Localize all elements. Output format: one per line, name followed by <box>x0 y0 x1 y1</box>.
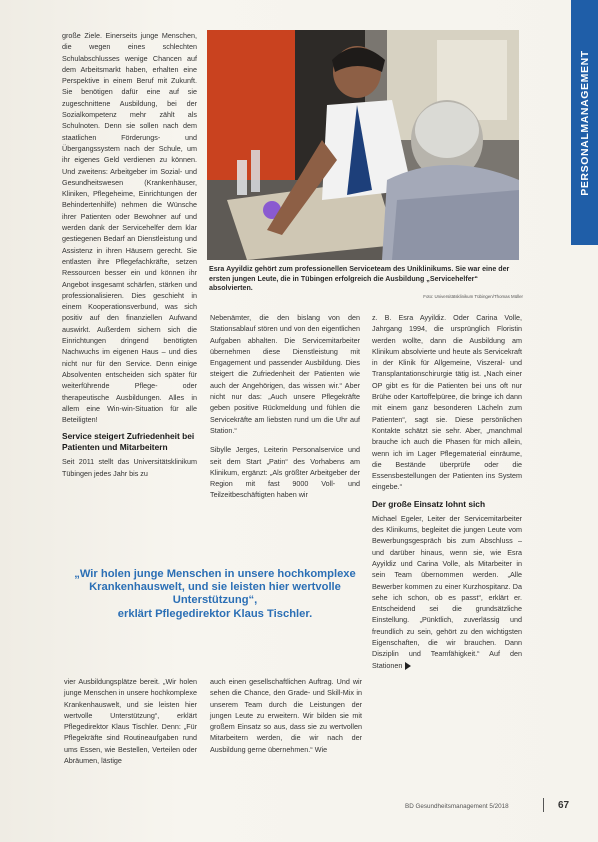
section-heading: Service steigert Zufriedenheit bei Patienten und Mitarbeitern <box>62 431 195 453</box>
article-photo <box>207 30 519 260</box>
body-paragraph: große Ziele. Einerseits junge Menschen, die wegen eines schlechten Schulabschlusses wenige Chancen auf dem Arbeitsmarkt haben, erhalten eine Perspektive in einem Beruf mit Zukunft. Sie benötigen dafür eine auf sie zugeschnittene Ausbildung, bei der Sozialkompetenz mehr zählt als Schulnoten. Denn sie sollen nach dem staatlichen Förderungs- und Übergangssystem nach der Schule, um ihr eigenes Geld verdienen zu können. Und zweitens: Arbeitgeber im Sozial- und Gesundheitswesen (Krankenhäuser, Kliniken, Pflegeheime, Einrichtungen der Behindertenhilfe) nehmen die Wünsche ihrer Patienten oder Bewohner auf und werden dank der Servicehelfer dem klar gestiegenen Bedarf an Dienstleistung und Assistenz in ihren Häusern gerecht. Sie entlasten ihre Pflegefachkräfte, setzen Ressourcen besser ein und können ihr Angebot insgesamt schärfen, stärken und professionalisieren. Dies geschieht in einem Kooperationsverbund, was sich positiv auf den finanziellen Aufwand auswirkt. Außerdem sichern sich die Einrichtungen dringend benötigten Nachwuchs im eigenen Haus – und dies nicht nur für den Service. Denn einige Absolventen entscheiden sich später für weiterführende Pflege- oder therapeutische Ausbildungen. Alles in allem eine Win-win-Situation für alle Beteiligten! <box>62 31 197 425</box>
section-heading: Der große Einsatz lohnt sich <box>372 498 486 509</box>
column-2-lower <box>210 676 362 755</box>
page-number: 67 <box>558 800 570 811</box>
body-paragraph: Nebenämter, die den bislang von den Stationsablauf stören und von den eigentlichen Aufgaben abhalten. Die Servicemitarbeiter übernehmen diese Dienstleistung mit Engagement und passender Ausbildung. Dies steigert die Zufriedenheit der Patienten wie auch der Angehörigen, das wissen wir.“ Aber nicht nur das: „Auch unsere Pflegekräfte geben positive Rückmeldung und fühlen die Servicekräfte am liebsten rund um die Uhr auf Station.“ <box>210 313 360 435</box>
body-paragraph: Sibylle Jerges, Leiterin Personalservice und seit dem Start „Patin“ des Vorhabens am Klinikum, ergänzt: „Als größter Arbeitgeber der Region mit fast 9000 Voll- und Teilzeitbeschäftigten haben wir <box>210 445 360 500</box>
column-1 <box>62 30 197 479</box>
continue-arrow-icon <box>405 662 411 670</box>
footer-separator <box>543 798 544 812</box>
footer-source: BD Gesundheitsmanagement 5/2018 <box>405 803 509 810</box>
pull-quote <box>70 568 360 621</box>
photo-illustration <box>207 30 519 260</box>
pull-quote-text: „Wir holen junge Menschen in unsere hochkomplexe Krankenhauswelt, und sie leisten hier wertvolle Unterstützung“, <box>74 568 356 607</box>
body-paragraph: Seit 2011 stellt das Universitätsklinikum Tübingen jedes Jahr bis zu <box>62 457 197 478</box>
body-paragraph: z. B. Esra Ayyildiz. Oder Carina Volle, Jahrgang 1994, die ursprünglich Floristin werden wollte, dann die Ausbildung am Klinikum absolvierte und heute als Servicekraft in der Klinik für Allgemeine, Viszeral- und Transplantationschirurgie tätig ist. „Nach einer OP gibt es für die Patienten bei uns oft nur Brühe oder Kartoffelpüree, die bringe ich dann mit einem ganz besonderen Lächeln zum Patienten“, sagt sie. Diese persönlichen Kontakte schätzt sie sehr. Aber, „manchmal brauche ich auch die Phasen für mich allein, wenn ich im Lager Pflegematerial einräume, die Bestände überprüfe oder die Essensbestellungen der Patienten ins System eingebe.“ <box>372 313 522 492</box>
column-1-lower <box>64 676 197 766</box>
section-tab-label: PERSONALMANAGEMENT <box>578 49 591 196</box>
body-paragraph: vier Ausbildungsplätze bereit. „Wir holen junge Menschen in unsere hochkomplexe Krankenhauswelt, und sie leisten hier wertvolle Unterstützung“, erklärt Pflegedirektor Klaus Tischler. Denn: „Für Pflegekräfte sind Routineaufgaben rund ums Essen, wie Bestellen, Verteilen oder Abräumen, lästige <box>64 677 197 766</box>
body-paragraph: auch einen gesellschaftlichen Auftrag. Und wir sehen die Chance, den Grade- und Skill-Mix in unserem Team durch die Leistungen der jungen Leute zu erweitern. Wir bilden sie mit großem Einsatz so aus, dass sie zu wertvollen Mitarbeitern werden, die wir nach der Ausbildung gerne übernehmen.“ Wie <box>210 677 362 754</box>
section-tab <box>571 0 598 245</box>
column-3 <box>372 312 522 671</box>
body-paragraph: Michael Egeler, Leiter der Servicemitarbeiter des Klinikums, begleitet die jungen Leute vom Bewerbungsgespräch bis zum Abschluss – und darüber hinaus, wenn sie, wie Esra Ayyildiz und Carina Volle, als Mitarbeiter in sein Team übernommen werden. „Alle Bewerber kommen zu einer Kurzhospitanz. Da sehe ich schon, ob es passt“, erklärt er. Entscheidend sei die grundsätzliche Einstellung. „Pünktlich, zuverlässig und freundlich zu sein, gehört zu den wichtigsten Eigenschaften, die wir brauchen. Dann Disziplin und Teamfähigkeit.“ Auf den Stationen <box>372 513 522 670</box>
pull-quote-attribution: erklärt Pflegedirektor Klaus Tischler. <box>117 607 313 620</box>
column-2 <box>210 312 360 501</box>
photo-credit: Foto: Universitätsklinikum Tübingen/Thomas Müller <box>423 294 523 299</box>
photo-caption: Esra Ayyildiz gehört zum professionellen Serviceteam des Uniklinikums. Sie war eine der ersten jungen Leute, die in Tübingen erfolgreich die Ausbildung „Servicehelfer“ absolvierten. <box>209 265 510 293</box>
